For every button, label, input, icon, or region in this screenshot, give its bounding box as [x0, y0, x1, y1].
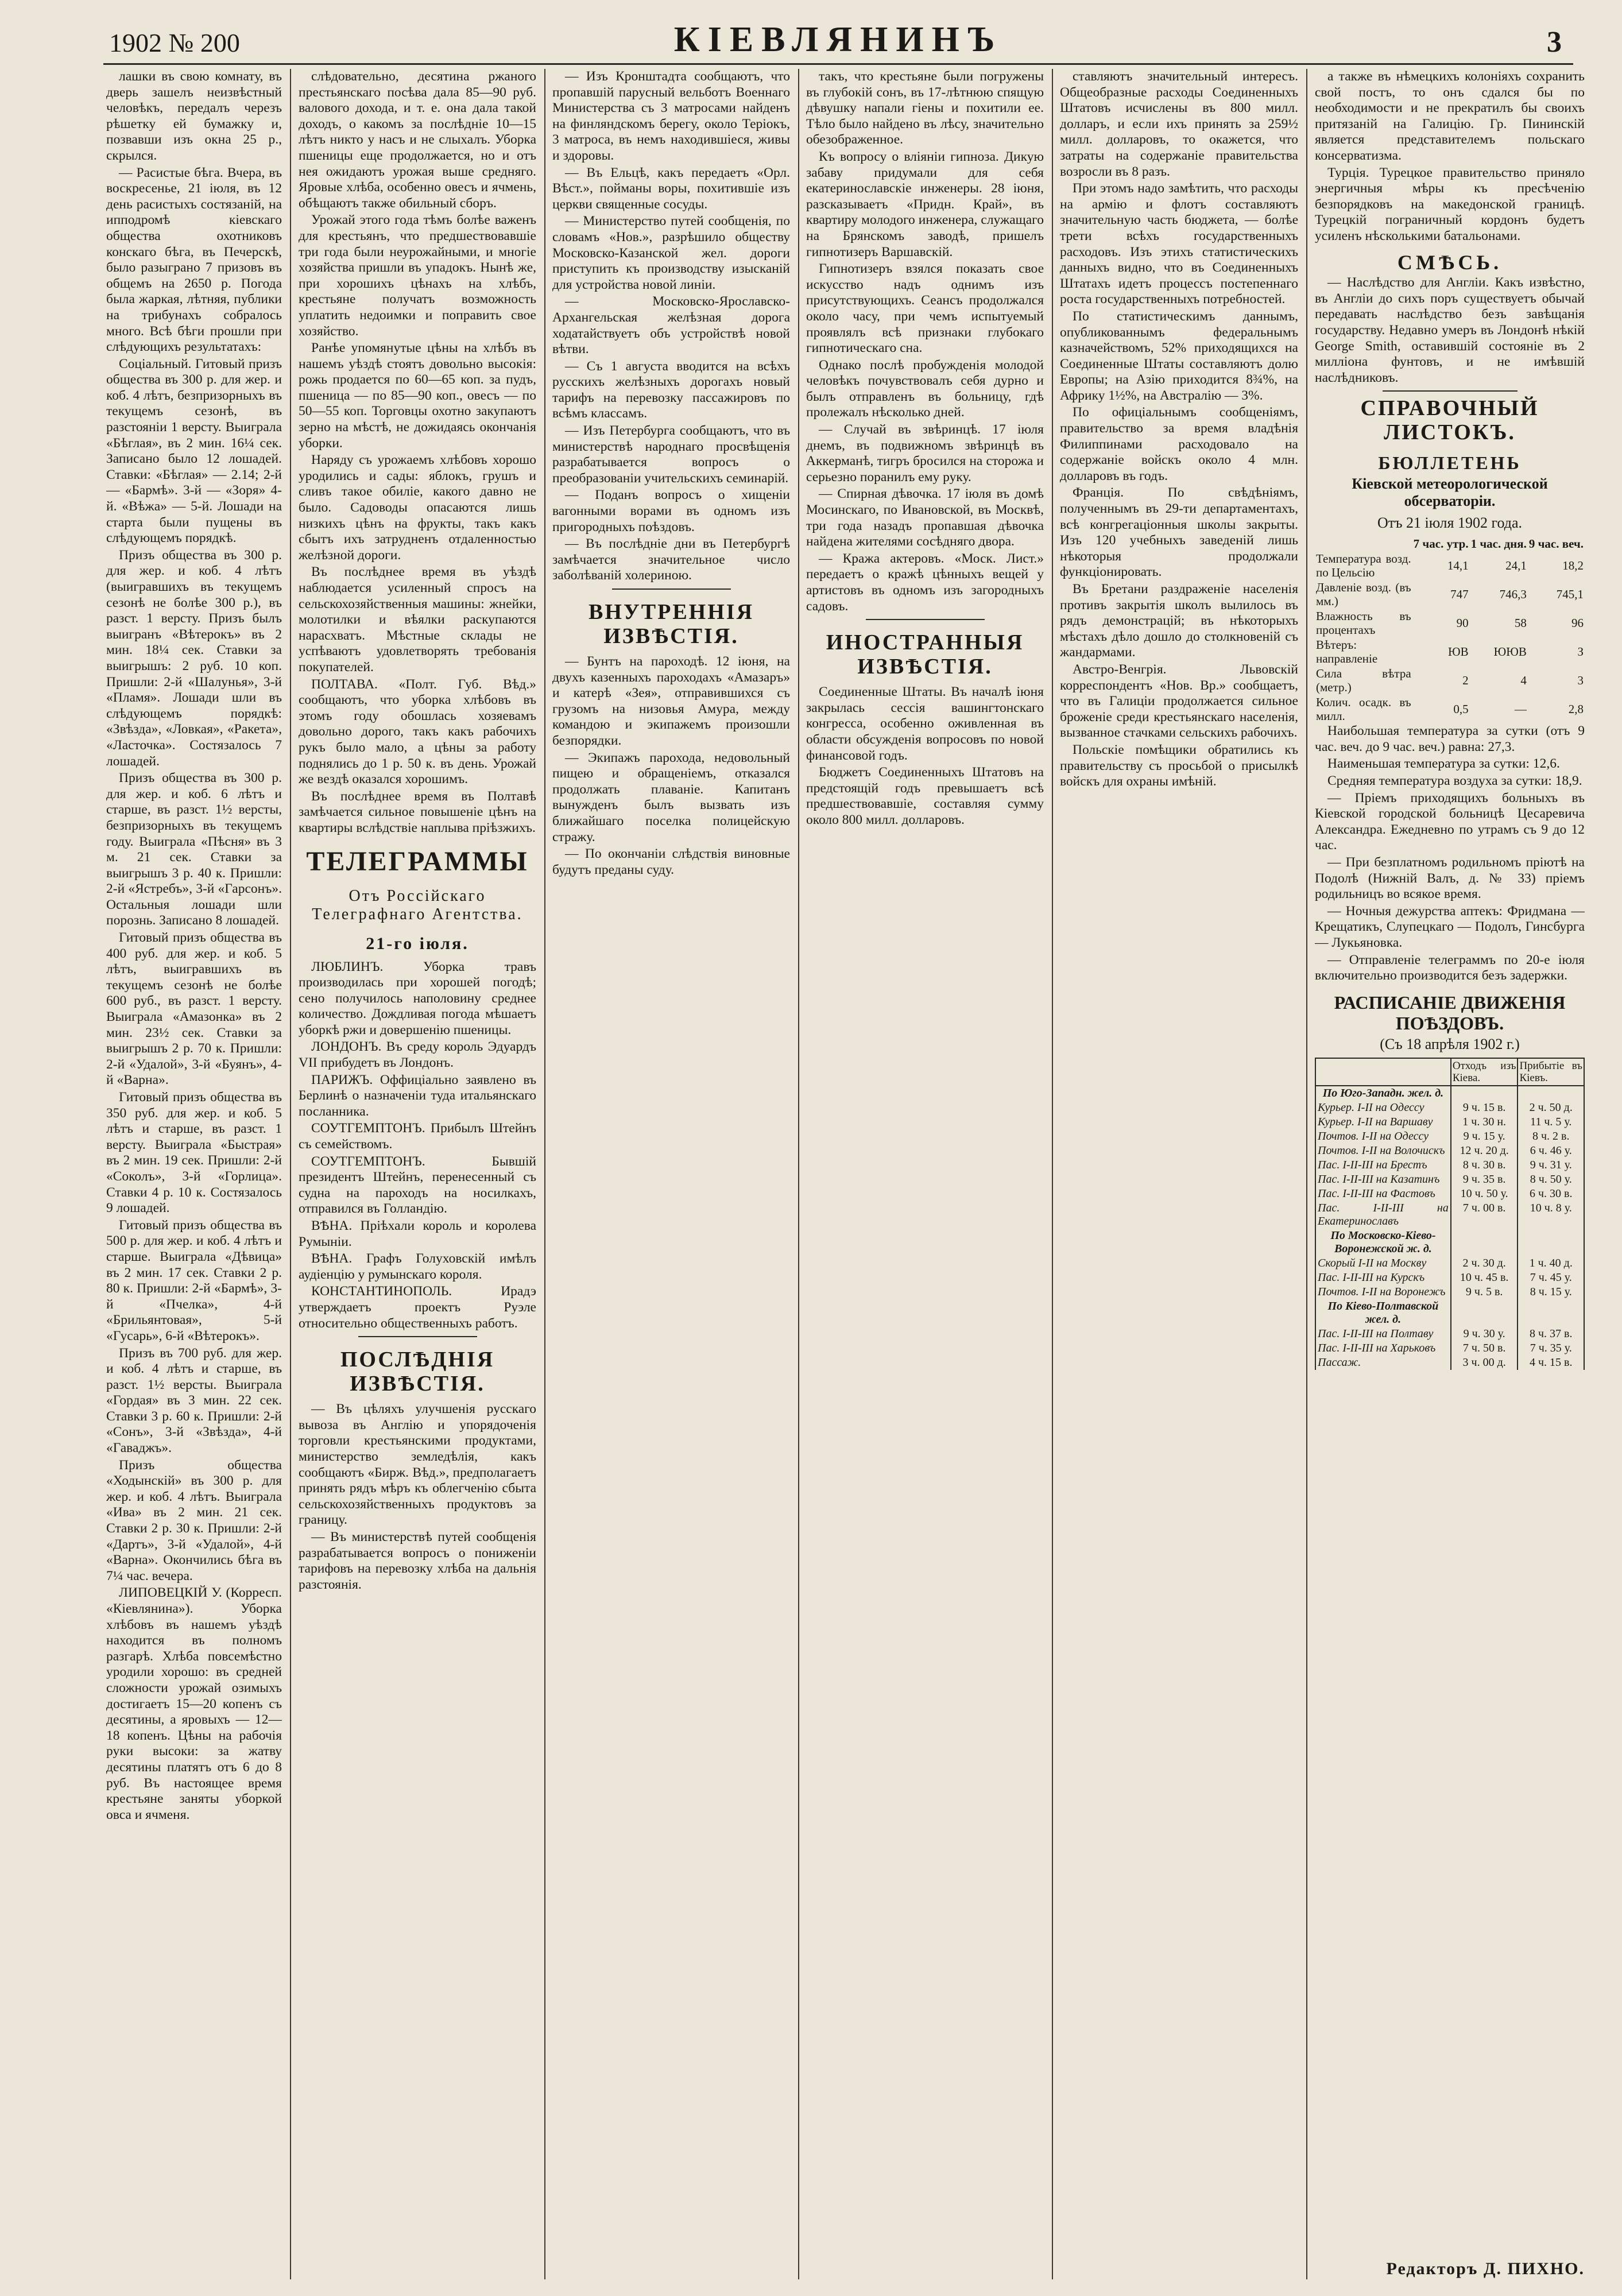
paragraph: Польскіе помѣщики обратились къ правительству съ просьбой о присылкѣ войскъ для охраны имѣній.	[1060, 742, 1298, 789]
weather-cell: 4	[1520, 673, 1527, 688]
paragraph: — Министерство путей сообщенія, по словамъ «Нов.», разрѣшило обществу Московско-Казанской жел. дороги приступить къ производству изысканій для устройства новой линіи.	[552, 214, 790, 292]
weather-cell: 90	[1456, 616, 1469, 630]
column-2	[299, 69, 536, 2279]
column-rule	[798, 69, 799, 2279]
column-rule	[544, 69, 545, 2279]
notices-list	[1315, 791, 1585, 984]
paragraph: — Отправленіе телеграммъ по 20-е іюля включительно производится безъ задержки.	[1315, 952, 1585, 984]
page-number: 3	[1547, 26, 1562, 59]
paragraph: лашки въ свою комнату, въ дверь зашелъ неизвѣстный человѣкъ, передалъ черезъ рѣшетку ей бумажку и, позвавши изъ окна 25 р., скрылся.	[106, 69, 282, 163]
paragraph: Въ послѣднее время въ Полтавѣ замѣчается сильное повышеніе цѣнъ на квартиры вслѣдствіе наплыва пріѣзжихъ.	[299, 788, 536, 835]
schedule-cell: Пас. I-II-III на Харьковъ	[1315, 1341, 1451, 1356]
schedule-row	[1315, 1356, 1584, 1370]
train-schedule-table	[1315, 1058, 1585, 1370]
weather-cell: 0,5	[1453, 702, 1469, 717]
weather-cell: Сила вѣтра (метр.)	[1316, 667, 1411, 695]
paragraph: — Въ министерствѣ путей сообщенія разрабатывается вопросъ о пониженіи тарифовъ на перевозку хлѣба на дальнія разстоянія.	[299, 1529, 536, 1592]
weather-cell: 14,1	[1447, 559, 1469, 573]
schedule-cell: 12 ч. 20 д.	[1451, 1144, 1518, 1158]
paragraph: — Поданъ вопросъ о хищеніи вагонными ворами въ одномъ изъ пригородныхъ поѣздовъ.	[552, 487, 790, 535]
bulletin-title: БЮЛЛЕТЕНЬ	[1378, 452, 1522, 474]
weather-header-cell: 7 час. утр.	[1413, 537, 1469, 551]
schedule-cell: По Юго-Западн. жел. д.	[1315, 1086, 1451, 1101]
weather-cell: Колич. осадк. въ милл.	[1316, 695, 1411, 723]
paragraph: Гитовый призъ общества въ 400 руб. для жер. и коб. 5 лѣтъ, выигравшихъ въ текущемъ сезонѣ не болѣе 600 руб., въ разст. 1 версту. Выиграла «Амазонка» въ 2 мин. 23½ сек. Ставки за выигрышъ 2 р. 70 к. Пришли: 2-й «Удалой», 3-й «Буянъ», 4-й «Варна».	[106, 930, 282, 1088]
schedule-title: РАСПИСАНІЕ ДВИЖЕНІЯ ПОѢЗДОВЪ.	[1334, 992, 1566, 1033]
schedule-header-cell	[1315, 1058, 1451, 1086]
paragraph: Призъ общества въ 300 р. для жер. и коб. 4 лѣтъ (выигравшихъ въ текущемъ сезонѣ не болѣе 300 р.), въ разст. 1 версту. Призъ былъ выигранъ «Вѣтерокъ» въ 2 мин. 18¼ сек. Ставки за выигрышъ: 2 руб. 10 коп. Пришли: 2-й «Шалунья», 3-й «Пламя». Лошади шли въ слѣдующемъ порядкѣ: «Звѣзда», «Ловкая», «Ракета», «Ласточка». Состязалось 7 лошадей.	[106, 547, 282, 769]
divider	[866, 619, 985, 620]
column-rule	[1052, 69, 1053, 2279]
schedule-body	[1315, 1086, 1584, 1370]
weather-header-cell: 9 час. веч.	[1528, 537, 1584, 551]
bulletin-date: Отъ 21 іюля 1902 года.	[1377, 514, 1523, 532]
latest-news-heading: ПОСЛѢДНІЯ ИЗВѢСТІЯ.	[340, 1348, 495, 1396]
schedule-cell: Курьер. I-II на Варшаву	[1315, 1115, 1451, 1129]
weather-cell: 745,1	[1556, 587, 1584, 602]
schedule-cell: 8 ч. 15 у.	[1518, 1285, 1584, 1299]
paragraph: Наряду съ урожаемъ хлѣбовъ хорошо уродились и сады: яблокъ, грушъ и сливъ такое обиліе, какого давно не было. Садоводы опасаются лишь низкихъ цѣнъ на фрукты, такъ какъ сбытъ ихъ затрудненъ отдаленностью желѣзной дороги.	[299, 452, 536, 563]
paragraph: СОУТГЕМПТОНЪ. Прибылъ Штейнъ съ семействомъ.	[299, 1121, 536, 1152]
column-6-text	[1315, 69, 1585, 245]
paragraph: ЛЮБЛИНЪ. Уборка травъ производилась при хорошей погодѣ; сено получилось наполовину среднее количество. Дождливая погода мѣшаетъ уборкѣ ржи и довершенію пшеницы.	[299, 959, 536, 1037]
paragraph: Призъ общества въ 300 р. для жер. и коб. 6 лѣтъ и старше, въ разст. 1½ версты, безпризорныхъ въ текущемъ году. Выиграла «Пѣсня» въ 3 м. 21 сек. Ставки за выигрышъ 3 р. 40 к. Пришли: 2-й «Ястребъ», 3-й «Гарсонъ». Остальныя лошади шли порознь. Записано 8 лошадей.	[106, 771, 282, 928]
paragraph: — Московско-Ярославско-Архангельская желѣзная дорога ходатайствуетъ объ устройствѣ новой вѣтви.	[552, 294, 790, 357]
schedule-cell	[1518, 1229, 1584, 1256]
telegrams-heading: ТЕЛЕГРАММЫ	[306, 846, 529, 877]
paragraph: Соціальный. Гитовый призъ общества въ 300 р. для жер. и коб. 4 лѣтъ, безпризорныхъ въ текущемъ сезонѣ, въ разстояніи 1 версту. Выиграла «Бѣглая», въ 2 мин. 16¼ сек. Записано было 12 лошадей. Ставки: «Бѣглая» — 2.14; 2-й — «Бармѣ». 3-й — «Зоря» 4-й. «Вѣжа» — 5-й. Лошади на старта были пущены въ слѣдующемъ порядкѣ.	[106, 356, 282, 546]
telegrams-date: 21-го іюля.	[366, 934, 469, 953]
paragraph: По офиціальнымъ сообщеніямъ, правительство за время владѣнія Филиппинами расходовало на содержаніе войскъ около 4 млн. долларовъ въ годъ.	[1060, 405, 1298, 483]
newspaper-title: КІЕВЛЯНИНЪ	[673, 20, 1003, 59]
paragraph: Гипнотизеръ взялся показать свое искусство надъ однимъ изъ присутствующихъ. Сеансъ продолжался около часу, при чемъ испытуемый проявлялъ всѣ признаки глубокаго гипнотическаго сна.	[806, 261, 1044, 356]
weather-row	[1315, 551, 1585, 580]
schedule-cell: По Кіево-Полтавской жел. д.	[1315, 1299, 1451, 1327]
paragraph: — Спирная дѣвочка. 17 іюля въ домѣ Мосинскаго, по Ивановской, въ Москвѣ, три года назадъ пропавшая дѣвочка найдена жителями сосѣдняго двора.	[806, 486, 1044, 549]
column-rule	[1306, 69, 1307, 2279]
paragraph: Франція. По свѣдѣніямъ, полученнымъ въ 29-ти департаментахъ, всѣ конгрегаціонныя школы закрыты. Изъ 120 учебныхъ заведеній лишь нѣкоторыя продолжали функціонировать.	[1060, 485, 1298, 580]
weather-cell: Давленіе возд. (въ мм.)	[1316, 580, 1411, 609]
paragraph: такъ, что крестьяне были погружены въ глубокій сонъ, въ 17-лѣтнюю спящую дѣвушку напали гіены и похитили ее. Тѣло было найдено въ лѣсу, значительно обезображенное.	[806, 69, 1044, 148]
paragraph: — Ночныя дежурства аптекъ: Фридмана — Крещатикъ, Слупецкаго — Подолъ, Гинсбурга — Лукьяновка.	[1315, 903, 1585, 950]
schedule-cell: 9 ч. 31 у.	[1518, 1158, 1584, 1172]
paragraph: Однако послѣ пробужденія молодой человѣкъ почувствовалъ себя дурно и былъ отправленъ въ больницу, гдѣ пролежалъ нѣсколько дней.	[806, 357, 1044, 420]
paragraph: Бюджетъ Соединенныхъ Штатовъ на предстоящій годъ превышаетъ всѣ предшествовавшіе, составляя сумму около 800 милл. долларовъ.	[806, 765, 1044, 827]
schedule-cell: 7 ч. 45 у.	[1518, 1271, 1584, 1285]
paragraph: Въ послѣднее время въ уѣздѣ наблюдается усиленный спросъ на сельскохозяйственныя машины: жнейки, молотилки и вѣялки раскупаются нарасхватъ. Мѣстные склады не успѣваютъ удовлетворять требованія покупателей.	[299, 564, 536, 675]
weather-cell: 96	[1571, 616, 1584, 630]
editor-signature: Редакторъ Д. ПИХНО.	[1386, 2259, 1585, 2278]
schedule-cell: Почтов. I-II на Одессу	[1315, 1129, 1451, 1144]
schedule-cell: 7 ч. 00 в.	[1451, 1201, 1518, 1229]
masthead	[103, 17, 1573, 65]
paragraph: Ранѣе упомянутые цѣны на хлѣбъ въ нашемъ уѣздѣ стоятъ довольно высокія: рожь продается по 60—65 коп. за пудъ, пшеница — по 85—90 коп., овесъ — по 50—55 коп. Торговцы охотно закупаютъ зерно на мѣстѣ, не дожидаясь окончанія уборки.	[299, 340, 536, 451]
paragraph: Наименьшая температура за сутки: 12,6.	[1327, 756, 1560, 772]
schedule-row	[1315, 1172, 1584, 1187]
schedule-header-cell: Прибытіе въ Кіевъ.	[1518, 1058, 1584, 1086]
schedule-row	[1315, 1229, 1584, 1256]
paragraph: — По окончаніи слѣдствія виновные будутъ преданы суду.	[552, 846, 790, 877]
paragraph: — Кража актеровъ. «Моск. Лист.» передаетъ о кражѣ цѣнныхъ вещей у артистовъ въ одномъ изъ загородныхъ садовъ.	[806, 551, 1044, 614]
weather-cell: 3	[1577, 673, 1584, 688]
weather-row	[1315, 695, 1585, 723]
weather-cell: 24,1	[1505, 559, 1527, 573]
schedule-cell: 11 ч. 5 у.	[1518, 1115, 1584, 1129]
schedule-cell: 8 ч. 30 в.	[1451, 1158, 1518, 1172]
paragraph: Гитовый призъ общества въ 350 руб. для жер. и коб. 5 лѣтъ и старше, въ разст. 1 версту. Выиграла «Быстрая» въ 2 мин. 19 сек. Пришли: 2-й «Соколъ», 3-й «Горлица». Ставки 4 р. 10 к. Состязалось 9 лошадей.	[106, 1090, 282, 1216]
schedule-cell: Пассаж.	[1315, 1356, 1451, 1370]
paragraph: ЛИПОВЕЦКІЙ У. (Корресп. «Кіевлянина»). Уборка хлѣбовъ въ нашемъ уѣздѣ находится въ полномъ разгарѣ. Хлѣба повсемѣстно уродили хорошо: въ средней сложности урожай озимыхъ достигаетъ 15—20 копенъ съ десятины, а яровыхъ — 12—18 копенъ. Цѣны на рабочія руки высоки: за жатву десятины платятъ отъ 6 до 8 руб. Въ настоящее время крестьяне заняты уборкой овса и ячменя.	[106, 1585, 282, 1822]
column-5	[1060, 69, 1298, 2279]
paragraph: — Изъ Петербурга сообщаютъ, что въ министерствѣ народнаго просвѣщенія разрабатывается вопросъ о преобразованіи учительскихъ семинарій.	[552, 423, 790, 486]
issue-number: 1902 № 200	[109, 28, 240, 57]
schedule-cell: 6 ч. 30 в.	[1518, 1187, 1584, 1201]
schedule-cell: По Московско-Кіево-Воронежской ж. д.	[1315, 1229, 1451, 1256]
paragraph: Австро-Венгрія. Львовскій корреспондентъ «Нов. Вр.» сообщаетъ, что въ Галиціи продолжается сильное броженіе среди крестьянскаго населенія, вызванное стачками сельскихъ рабочихъ.	[1060, 661, 1298, 741]
weather-cell: Температура возд. по Цельсію	[1316, 552, 1411, 580]
schedule-cell: 7 ч. 50 в.	[1451, 1341, 1518, 1356]
weather-header-cell	[1315, 536, 1412, 551]
schedule-row	[1315, 1129, 1584, 1144]
column-4	[806, 69, 1044, 2279]
column-1	[106, 69, 282, 2279]
schedule-cell: 6 ч. 46 у.	[1518, 1144, 1584, 1158]
foreign-news-heading: ИНОСТРАННЫЯ ИЗВѢСТІЯ.	[826, 630, 1024, 679]
schedule-header-cell: Отходъ изъ Кіева.	[1451, 1058, 1518, 1086]
column-6	[1315, 69, 1585, 2251]
weather-row	[1315, 609, 1585, 637]
schedule-cell: Пас. I-II-III на Курскъ	[1315, 1271, 1451, 1285]
schedule-cell: 8 ч. 37 в.	[1518, 1327, 1584, 1341]
divider	[1383, 390, 1518, 392]
paragraph: ПАРИЖЪ. Оффиціально заявлено въ Берлинѣ о назначеніи туда итальянскаго посланника.	[299, 1072, 536, 1119]
schedule-cell: Курьер. I-II на Одессу	[1315, 1101, 1451, 1115]
weather-table	[1315, 536, 1585, 723]
weather-cell: 2,8	[1568, 702, 1584, 717]
weather-row	[1315, 666, 1585, 695]
schedule-row	[1315, 1158, 1584, 1172]
info-sheet-heading: СПРАВОЧНЫЙ ЛИСТОКЪ.	[1360, 396, 1539, 445]
schedule-cell: 9 ч. 15 у.	[1451, 1129, 1518, 1144]
weather-cell: 747	[1450, 587, 1469, 602]
paragraph: слѣдовательно, десятина ржаного престьянскаго посѣва дала 85—90 руб. валового дохода, и т. е. она дала такой доходъ, о какомъ за послѣдніе 10—15 лѣтъ никто у насъ и не слыхалъ. Уборка пшеницы еще продолжается, но и отъ нея ожидаютъ урожая выше средняго. Яровые хлѣба, особенно овесъ и ячмень, обѣщаютъ также обильный сборъ.	[299, 69, 536, 211]
weather-cell: 18,2	[1562, 559, 1584, 573]
paragraph: Турція. Турецкое правительство приняло энергичныя мѣры къ пресѣченію безпорядковъ на македонской границѣ. Турецкій пограничный кордонъ будетъ усиленъ нѣсколькими батальонами.	[1315, 165, 1585, 243]
paragraph: — Бунтъ на пароходѣ. 12 іюня, на двухъ казенныхъ пароходахъ «Амазаръ» и катерѣ «Зея», отправившихся съ грузомъ на низовья Амура, между командою и экипажемъ произошли безпорядки.	[552, 654, 790, 748]
column-5-text	[1060, 69, 1298, 790]
paragraph: Соединенные Штаты. Въ началѣ іюня закрылась сессія вашингтонскаго конгресса, особенно оживленная въ области обсужденія вопросовъ по новой финансовой годъ.	[806, 684, 1044, 763]
schedule-cell: 10 ч. 8 у.	[1518, 1201, 1584, 1229]
telegrams-list	[299, 959, 536, 1332]
paragraph: КОНСТАНТИНОПОЛЬ. Ирадэ утверждаетъ проектъ Руэле относительно общественныхъ работъ.	[299, 1284, 536, 1331]
weather-cell: 2	[1462, 673, 1469, 688]
latest-news-list	[299, 1401, 536, 1593]
schedule-cell: 3 ч. 00 д.	[1451, 1356, 1518, 1370]
column-4-text	[806, 69, 1044, 614]
schedule-cell: 4 ч. 15 в.	[1518, 1356, 1584, 1370]
schedule-row	[1315, 1341, 1584, 1356]
weather-cell: З	[1577, 645, 1584, 659]
schedule-cell: 9 ч. 15 в.	[1451, 1101, 1518, 1115]
miscellany-heading: СМѢСЬ.	[1397, 250, 1503, 274]
schedule-row	[1315, 1327, 1584, 1341]
weather-notes	[1315, 723, 1585, 789]
schedule-row	[1315, 1299, 1584, 1327]
schedule-cell: Скорый I-II на Москву	[1315, 1256, 1451, 1271]
schedule-cell: 9 ч. 5 в.	[1451, 1285, 1518, 1299]
schedule-row	[1315, 1101, 1584, 1115]
schedule-cell: 1 ч. 40 д.	[1518, 1256, 1584, 1271]
schedule-cell: 10 ч. 50 у.	[1451, 1187, 1518, 1201]
paragraph: — Въ Ельцѣ, какъ передаетъ «Орл. Вѣст.», пойманы воры, похитившіе изъ церкви священные сосуды.	[552, 165, 790, 212]
schedule-subtitle: (Съ 18 апрѣля 1902 г.)	[1380, 1035, 1520, 1052]
weather-cell: 58	[1514, 616, 1527, 630]
paragraph: — Наслѣдство для Англіи. Какъ извѣстно, въ Англіи до сихъ поръ существуетъ обычай передавать наслѣдство безъ завѣщанія государству. Недавно умеръ въ Лондонѣ нѣкій George Smith, оставившій состояніе въ 2 милліона фунтовъ, и не имѣвшій наслѣдниковъ.	[1315, 275, 1585, 385]
paragraph: ВѢНА. Пріѣхали король и королева Румыніи.	[299, 1218, 536, 1249]
foreign-news-list	[806, 684, 1044, 828]
paragraph: — При безплатномъ родильномъ пріютѣ на Подолѣ (Нижній Валъ, д. № 33) пріемъ родильницъ во всякое время.	[1315, 855, 1585, 902]
schedule-cell: 9 ч. 35 в.	[1451, 1172, 1518, 1187]
schedule-cell: Пас. I-II-III на Казатинъ	[1315, 1172, 1451, 1187]
schedule-cell	[1451, 1086, 1518, 1101]
schedule-cell: 9 ч. 30 у.	[1451, 1327, 1518, 1341]
column-1-text	[106, 69, 282, 1823]
paragraph: Гитовый призъ общества въ 500 р. для жер. и коб. 4 лѣтъ и старше. Выиграла «Дѣвица» въ 2 мин. 17 сек. Ставки 2 р. 80 к. Пришли: 2-й «Бармѣ», 3-й «Пчелка», 4-й «Брильянтовая», 5-й «Гусарь», 6-й «Вѣтерокъ».	[106, 1217, 282, 1343]
column-3-text	[552, 69, 790, 584]
miscellany-list	[1315, 275, 1585, 386]
weather-cell: Вѣтеръ: направленіе	[1316, 638, 1378, 666]
paragraph: — Съ 1 августа вводится на всѣхъ русскихъ желѣзныхъ дорогахъ новый тарифъ на перевозку пассажировъ по всѣмъ классамъ.	[552, 358, 790, 421]
schedule-row	[1315, 1201, 1584, 1229]
schedule-cell: Пас. I-II-III на Екатеринославъ	[1315, 1201, 1451, 1229]
paragraph: а также въ нѣмецкихъ колоніяхъ сохранить свой постъ, то онъ сдался бы по необходимости и не прекратилъ бы своихъ притязаній на Галицію. Гр. Пининскій является представителемъ польскаго консерватизма.	[1315, 69, 1585, 163]
weather-cell: ЮЮВ	[1493, 645, 1527, 659]
weather-body	[1315, 551, 1585, 723]
bulletin-subtitle: Кіевской метеорологической обсерваторіи.	[1352, 475, 1548, 510]
schedule-row	[1315, 1256, 1584, 1271]
schedule-cell: Почтов. I-II на Воронежъ	[1315, 1285, 1451, 1299]
schedule-cell: 1 ч. 30 н.	[1451, 1115, 1518, 1129]
weather-row	[1315, 637, 1585, 666]
schedule-row	[1315, 1285, 1584, 1299]
paragraph: ПОЛТАВА. «Полт. Губ. Вѣд.» сообщаютъ, что уборка хлѣбовъ въ этомъ году обошлась хозяевамъ довольно дорого, такъ какъ рабочихъ рукъ было мало, а цѣны за работу поднялись до 1 р. 50 к. въ день. Урожай же вездѣ оказался хорошимъ.	[299, 676, 536, 787]
column-3	[552, 69, 790, 2279]
schedule-cell	[1518, 1086, 1584, 1101]
telegrams-agency: Отъ Россійскаго Телеграфнаго Агентства.	[312, 886, 523, 923]
paragraph: Средняя температура воздуха за сутки: 18,9.	[1327, 773, 1582, 789]
schedule-cell: 10 ч. 45 в.	[1451, 1271, 1518, 1285]
paragraph: Къ вопросу о вліяніи гипноза. Дикую забаву придумали для себя екатеринославскіе инженеры. 28 іюня, разсказываетъ «Придн. Край», въ квартиру молодого инженера, служащаго на Брянскомъ заводѣ, пришелъ гипнотизеръ Варшавскій.	[806, 149, 1044, 260]
column-rule	[290, 69, 291, 2279]
weather-cell: ЮВ	[1448, 645, 1469, 659]
paragraph: — Расистые бѣга. Вчера, въ воскресенье, 21 іюля, въ 12 день расистыхъ состязаній, на ипподромѣ кіевскаго общества охотниковъ конскаго бѣга, въ Печерскѣ, было разыграно 7 призовъ въ общемъ на 2650 р. Погода была жаркая, лѣтняя, публики на трибунахъ собралось много. Всѣ бѣги прошли при слѣдующихъ результатахъ:	[106, 165, 282, 355]
schedule-header-row	[1315, 1058, 1584, 1086]
paragraph: Призъ общества «Ходынскій» въ 300 р. для жер. и коб. 4 лѣтъ. Выиграла «Ива» въ 2 мин. 21 сек. Ставки 2 р. 30 к. Пришли: 2-й «Дартъ», 3-й «Удалой», 4-й «Варна». Окончились бѣга въ 7¼ час. вечера.	[106, 1457, 282, 1583]
schedule-cell: 2 ч. 50 д.	[1518, 1101, 1584, 1115]
paragraph: ЛОНДОНЪ. Въ среду король Эдуардъ VII прибудетъ въ Лондонъ.	[299, 1039, 536, 1071]
paragraph: ВѢНА. Графъ Голуховскій имѣлъ аудіенцію у румынскаго короля.	[299, 1251, 536, 1282]
paragraph: СОУТГЕМПТОНЪ. Бывшій президентъ Штейнъ, перенесенный съ судна на пароходъ на носилкахъ, отправился въ Голландію.	[299, 1153, 536, 1217]
schedule-row	[1315, 1086, 1584, 1101]
paragraph: При этомъ надо замѣтить, что расходы на армію и флотъ составляютъ значительную часть бюджета, — болѣе трети всѣхъ государственныхъ расходовъ. Изъ этихъ статистическихъ данныхъ видно, что въ Соединенныхъ Штатахъ идетъ процессъ постепеннаго роста государственныхъ потребностей.	[1060, 181, 1298, 307]
paragraph: Урожай этого года тѣмъ болѣе важенъ для крестьянъ, что предшествовавшіе три года были неурожайными, и многіе хозяйства пришли въ упадокъ. Нынѣ же, при хорошихъ цѣнахъ на хлѣбъ, крестьяне получатъ возможность уплатить недоимки и поправить свое хозяйство.	[299, 212, 536, 339]
schedule-row	[1315, 1271, 1584, 1285]
schedule-cell: 8 ч. 2 в.	[1518, 1129, 1584, 1144]
paragraph: — Экипажъ парохода, недовольный пищею и обращеніемъ, отказался продолжать плаваніе. Капитанъ вынужденъ былъ вызвать изъ ближайшаго поселка полицейскую стражу.	[552, 750, 790, 845]
divider	[612, 588, 731, 590]
internal-news-heading: ВНУТРЕННІЯ ИЗВѢСТІЯ.	[588, 600, 754, 648]
schedule-cell: Почтов. I-II на Волочискъ	[1315, 1144, 1451, 1158]
paragraph: Въ Бретани раздраженіе населенія противъ закрытія школъ вылилось въ рядъ демонстрацій; въ нѣкоторыхъ мѣстахъ дѣло дошло до столкновеній съ жандармами.	[1060, 582, 1298, 660]
weather-header-row	[1315, 536, 1585, 551]
weather-cell: —	[1514, 702, 1527, 717]
paragraph: — Случай въ звѣринцѣ. 17 іюля днемъ, въ подвижномъ звѣринцѣ въ Аккерманѣ, тигръ бросился на сторожа и серьезно поранилъ ему руку.	[806, 422, 1044, 485]
schedule-cell: Пас. I-II-III на Брестъ	[1315, 1158, 1451, 1172]
schedule-cell	[1451, 1229, 1518, 1256]
paragraph: — Изъ Кронштадта сообщаютъ, что пропавшій парусный вельботъ Военнаго Министерства съ 3 матросами найденъ на финляндскомъ берегу, около Теріокъ, 3 матроса, въ немъ находившіеся, живы и здоровы.	[552, 69, 790, 163]
schedule-cell: 7 ч. 35 у.	[1518, 1341, 1584, 1356]
schedule-row	[1315, 1187, 1584, 1201]
divider	[358, 1336, 477, 1337]
schedule-cell: 2 ч. 30 д.	[1451, 1256, 1518, 1271]
paragraph: Наибольшая температура за сутки (отъ 9 час. веч. до 9 час. веч.) равна: 27,3.	[1315, 723, 1585, 754]
schedule-cell: Пас. I-II-III на Фастовъ	[1315, 1187, 1451, 1201]
schedule-row	[1315, 1115, 1584, 1129]
schedule-cell: Пас. I-II-III на Полтаву	[1315, 1327, 1451, 1341]
weather-cell: 746,3	[1499, 587, 1527, 602]
weather-row	[1315, 580, 1585, 609]
schedule-cell	[1451, 1299, 1518, 1327]
weather-cell: Влажность въ процентахъ	[1316, 609, 1411, 637]
paragraph: — Въ цѣляхъ улучшенія русскаго вывоза въ Англію и упорядоченія торговли крестьянскими продуктами, министерство земледѣлія, какъ сообщаютъ «Бирж. Вѣд.», предполагаетъ принять рядъ мѣръ къ облегченію сбыта сельскохозяйственныхъ продуктовъ за границу.	[299, 1401, 536, 1528]
paragraph: ставляютъ значительный интересъ. Общеобразные расходы Соединенныхъ Штатовъ исчислены въ 800 милл. долларъ, и если ихъ принять за 259½ милл. долларовъ, то окажется, что затраты на содержаніе правительства возросли въ 8 разъ.	[1060, 69, 1298, 179]
schedule-cell: 8 ч. 50 у.	[1518, 1172, 1584, 1187]
paragraph: Призъ въ 700 руб. для жер. и коб. 4 лѣтъ и старше, въ разст. 1½ версты. Выиграла «Гордая» въ 3 мин. 22 сек. Ставки 3 р. 60 к. Пришли: 2-й «Сонъ», 3-й «Звѣзда», 4-й «Гаваджъ».	[106, 1345, 282, 1456]
weather-header-cell: 1 час. дня.	[1470, 537, 1527, 551]
schedule-cell	[1518, 1299, 1584, 1327]
paragraph: — Въ послѣдніе дни въ Петербургѣ замѣчается значительное число заболѣваній холериною.	[552, 536, 790, 583]
paragraph: — Пріемъ приходящихъ больныхъ въ Кіевской городской больницѣ Цесаревича Александра. Ежедневно по утрамъ съ 9 до 12 час.	[1315, 790, 1585, 853]
paragraph: По статистическимъ даннымъ, опубликованнымъ федеральнымъ казначействомъ, 52% приходящихся на Соединенные Штаты составляютъ долю Европы; на Азію приходится 8¾%, на Африку 1½%, на Австралію — 3%.	[1060, 308, 1298, 403]
column-2-text	[299, 69, 536, 837]
schedule-row	[1315, 1144, 1584, 1158]
internal-news-list	[552, 654, 790, 878]
